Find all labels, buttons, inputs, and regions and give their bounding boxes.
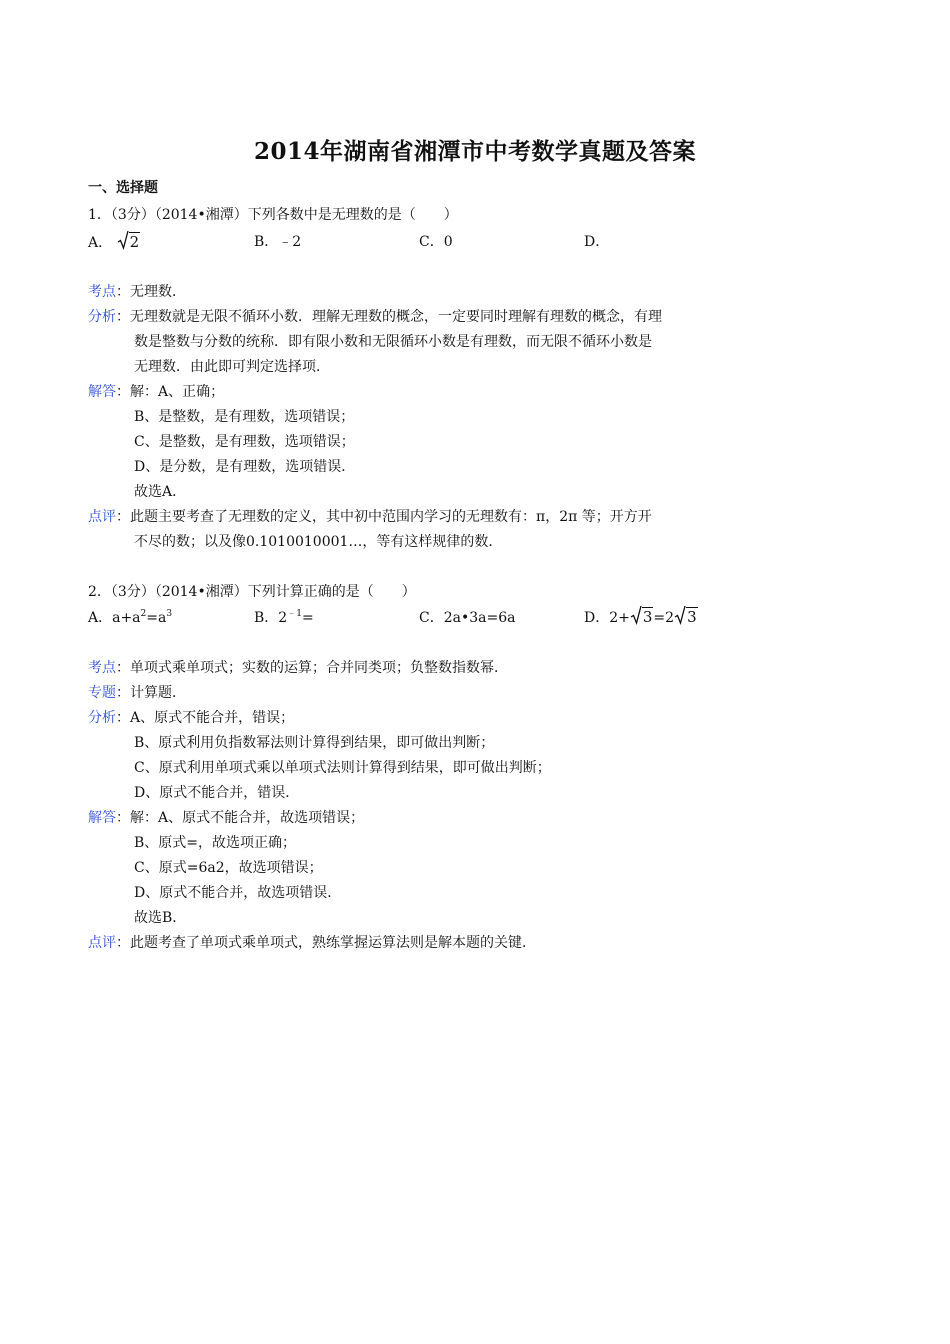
q2-fenxi-line-1: ：A、原式不能合并，错误； <box>116 710 295 726</box>
q2-stem: 2．（3分）（2014•湘潭）下列计算正确的是（ ） <box>88 584 416 600</box>
q1-fenxi-line-3: 无理数．由此即可判定选择项． <box>134 359 330 375</box>
sqrt-symbol-icon <box>674 605 686 629</box>
q2-fenxi-line-2: B、原式利用负指数幂法则计算得到结果，即可做出判断； <box>134 735 495 751</box>
q1-option-a-radicand: 2 <box>129 233 140 251</box>
q2-option-a-pre: A．a+a <box>88 610 141 626</box>
q1-jieda-line-1: ：解：A、正确； <box>116 384 225 400</box>
q2-option-b-post: = <box>301 610 314 626</box>
q1-fenxi-line-2: 数是整数与分数的统称．即有限小数和无限循环小数是有理数，而无限不循环小数是 <box>134 334 652 350</box>
q2-jieda-line-3: C、原式=6a2，故选项错误； <box>134 860 323 876</box>
q1-option-a-label: A． <box>88 235 113 251</box>
q2-kaodian-text: ：单项式乘单项式；实数的运算；合并同类项；负整数指数幂． <box>116 660 508 676</box>
q1-fenxi-tag: 分析 <box>88 309 116 325</box>
q2-fenxi-tag: 分析 <box>88 710 116 726</box>
q2-option-d-pre: D．2+ <box>584 610 630 626</box>
sqrt-symbol-icon <box>117 230 129 254</box>
q2-option-d-mid: =2 <box>653 610 675 626</box>
q1-dianping-line-2: 不尽的数；以及像0.1010010001…，等有这样规律的数． <box>134 534 503 550</box>
q2-dianping-text: ：此题考查了单项式乘单项式，熟练掌握运算法则是解本题的关键． <box>116 935 536 951</box>
q1-jieda <box>88 381 224 401</box>
q2-fenxi-line-3: C、原式利用单项式乘以单项式法则计算得到结果，即可做出判断； <box>134 760 551 776</box>
q1-option-c: C．0 <box>419 234 453 250</box>
q2-kaodian <box>88 657 508 677</box>
q2-jieda-line-5: 故选B． <box>134 910 187 926</box>
q2-fenxi <box>88 707 294 727</box>
q2-jieda-line-4: D、原式不能合并，故选项错误． <box>134 885 342 901</box>
q2-option-d-radicand-2: 3 <box>687 608 697 626</box>
q1-jieda-line-5: 故选A． <box>134 484 187 500</box>
document-title: 2014年湖南省湘潭市中考数学真题及答案 <box>253 138 696 165</box>
q2-option-c: C．2a•3a=6a <box>419 610 516 626</box>
q2-option-d-radicand-1: 3 <box>642 608 653 626</box>
q2-option-b-pre: B．2 <box>254 610 288 626</box>
q1-kaodian-text: ：无理数． <box>116 284 186 300</box>
q1-kaodian <box>88 281 186 301</box>
q1-fenxi <box>88 306 662 326</box>
q1-option-a <box>88 230 140 254</box>
q2-jieda-line-2: B、原式=，故选项正确； <box>134 835 297 851</box>
q2-jieda <box>88 807 364 827</box>
q2-dianping-tag: 点评 <box>88 935 116 951</box>
q1-dianping-line-1: ：此题主要考查了无理数的定义，其中初中范围内学习的无理数有：π，2π 等；开方开 <box>116 509 652 525</box>
q1-dianping-tag: 点评 <box>88 509 116 525</box>
q2-option-a-mid: =a <box>146 610 167 626</box>
q2-option-b-sup: ﹣1 <box>287 609 302 619</box>
q1-kaodian-tag: 考点 <box>88 284 116 300</box>
sqrt-symbol-icon <box>630 605 642 629</box>
q2-jieda-tag: 解答 <box>88 810 116 826</box>
q2-option-d <box>584 605 698 629</box>
q1-stem: 1．（3分）（2014•湘潭）下列各数中是无理数的是（ ） <box>88 207 458 223</box>
q2-zhuanti <box>88 682 186 702</box>
q1-option-d: D． <box>584 234 610 250</box>
q2-fenxi-line-4: D、原式不能合并，错误． <box>134 785 300 801</box>
q1-option-b: B．﹣2 <box>254 234 302 250</box>
q2-zhuanti-text: ：计算题． <box>116 685 186 701</box>
q2-option-a-sup2: 3 <box>166 609 173 619</box>
q2-option-a-sup1: 2 <box>140 609 147 619</box>
q1-dianping <box>88 506 652 526</box>
q1-jieda-line-2: B、是整数，是有理数，选项错误； <box>134 409 355 425</box>
section-heading: 一、选择题 <box>88 180 158 196</box>
q1-fenxi-line-1: ：无理数就是无限不循环小数．理解无理数的概念，一定要同时理解有理数的概念，有理 <box>116 309 662 325</box>
q2-dianping <box>88 932 536 952</box>
q2-option-a <box>88 607 172 627</box>
q1-jieda-line-3: C、是整数，是有理数，选项错误； <box>134 434 355 450</box>
q2-zhuanti-tag: 专题 <box>88 685 116 701</box>
q2-kaodian-tag: 考点 <box>88 660 116 676</box>
q2-jieda-line-1: ：解：A、原式不能合并，故选项错误； <box>116 810 365 826</box>
q1-jieda-line-4: D、是分数，是有理数，选项错误． <box>134 459 356 475</box>
q1-jieda-tag: 解答 <box>88 384 116 400</box>
q2-option-b <box>254 607 314 627</box>
